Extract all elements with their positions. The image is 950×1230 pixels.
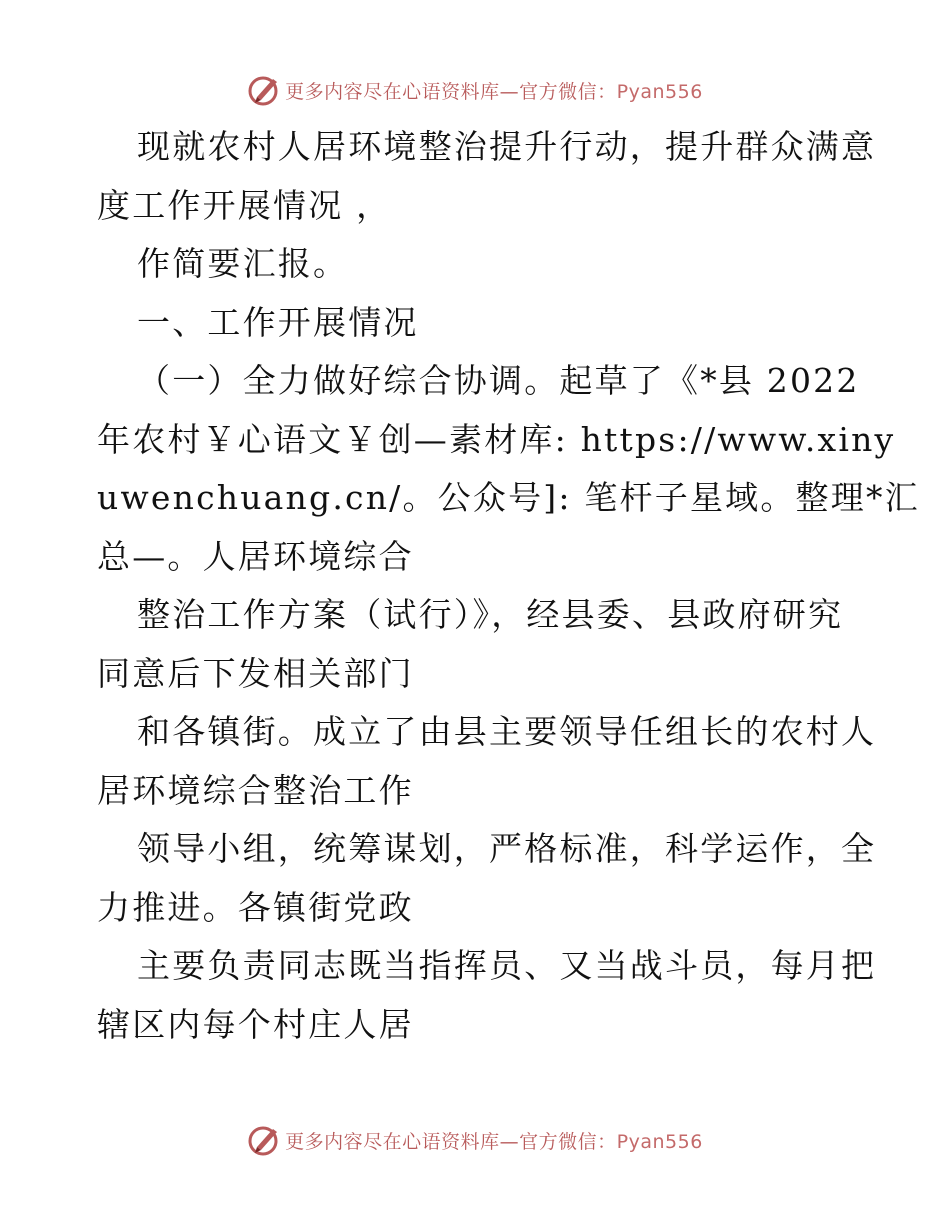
text-line: 同意后下发相关部门	[97, 653, 414, 693]
document-body	[97, 118, 920, 1054]
text-line: 总—。人居环境综合	[97, 536, 414, 576]
header-watermark	[0, 70, 950, 110]
text-line: 作简要汇报。	[137, 244, 349, 283]
text-line: 和各镇街。成立了由县主要领导任组长的农村人	[137, 712, 877, 751]
text-line: 辖区内每个村庄人居	[97, 1004, 414, 1044]
text-line: 现就农村人居环境整治提升行动，提升群众满意	[137, 127, 877, 166]
pen-logo-icon	[247, 73, 281, 107]
text-line: 度工作开展情况 ，	[97, 185, 392, 225]
text-line: 整治工作方案（试行）》，经县委、县政府研究	[137, 595, 844, 634]
text-line: 主要负责同志既当指挥员、又当战斗员，每月把	[137, 946, 877, 985]
footer-watermark	[0, 1120, 950, 1160]
text-line: 力推进。各镇街党政	[97, 887, 414, 927]
text-line: uwenchuang.cn/。公众号]: 笔杆子星域。整理*汇	[97, 478, 920, 517]
header-watermark-text: 更多内容尽在心语资料库—官方微信：Pyan556	[285, 80, 703, 103]
text-line: 年农村￥心语文￥创—素材库: https://www.xiny	[97, 419, 896, 459]
pen-logo-icon	[247, 1123, 281, 1157]
footer-watermark-text: 更多内容尽在心语资料库—官方微信：Pyan556	[285, 1130, 703, 1153]
text-line: 领导小组，统筹谋划，严格标准，科学运作，全	[137, 829, 877, 868]
text-line: 居环境综合整治工作	[97, 770, 414, 810]
section-heading: 一、工作开展情况	[137, 302, 419, 342]
text-line: （一）全力做好综合协调。起草了《*县 2022	[137, 361, 860, 400]
